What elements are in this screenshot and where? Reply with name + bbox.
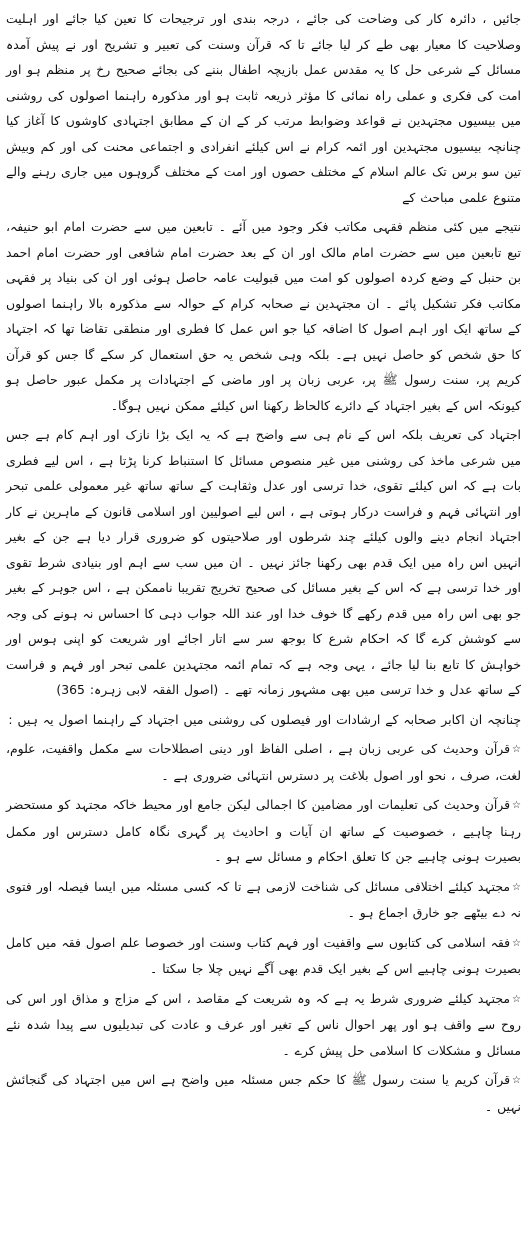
star-bullet-icon: ☆ <box>512 937 521 949</box>
principle-item <box>6 1067 521 1119</box>
principle-item <box>6 930 521 982</box>
paragraph-text: اجتہاد کی تعریف بلکہ اس کے نام ہی سے واضح ہے کہ یہ ایک بڑا نازک اور اہم کام ہے جس میں شرعی ماخذ کی روشنی میں غیر منصوص مسائل کا استنباط کرنا پڑتا ہے ، اس لیے فطری بات ہے کہ اس کیلئے تقوی، خدا ترسی اور عدل وثقاہت کے ساتھ ساتھ غیر معمولی علمی تبحر اور انتہائی فہم و فراست درکار ہوتی ہے ، اس لیے اصولیین اور اسلامی قانون کے ماہرین نے کار اجتہاد انجام دینے والوں کیلئے چند شرطوں اور صلاحیتوں کو ضروری قرار دیا ہے جن کے بغیر انہیں اس راہ میں ایک قدم بھی رکھنا جائز نہیں ۔ ان میں سب سے اہم اور بنیادی شرط تقوی اور خدا ترسی ہے کہ اس کے بغیر مسائل کی صحیح تخریج تقریبا ناممکن ہے ، اس جوہر کے بغیر جو بھی اس راہ میں قدم رکھے گا خوف خدا اور عند اللہ جواب دہی کا احساس نہ ہونے کی وجہ سے کوشش کرے گا کہ احکام شرع کا بوجھ سر سے اتار اجائے اور شریعت کو اپنی ہوس اور خواہش کا تابع بنا لیا جائے ، یہی وجہ ہے کہ تمام ائمہ مجتہدین علمی تبحر اور فہم و فراست کے ساتھ عدل و خدا ترسی میں بھی مشہور زمانہ تھے ۔ (اصول الفقہ لابی زہرہ: 365) <box>6 427 521 697</box>
star-bullet-icon: ☆ <box>512 1075 521 1086</box>
principle-item <box>6 874 521 926</box>
star-bullet-icon: ☆ <box>512 800 521 811</box>
paragraph-text: نتیجے میں کئی منظم فقہی مکاتب فکر وجود میں آئے ۔ تابعین میں سے حضرت امام ابو حنیفہ، تبع تابعین میں سے حضرت امام مالک اور ان کے بعد حضرت امام شافعی اور حضرت امام احمد بن حنبل کے وضع کردہ اصولوں کو امت میں قبولیت عامہ حاصل ہوئی اور ان کی بنیاد پر فقہی مکاتب فکر تشکیل پائے ۔ ان مجتہدین نے صحابہ کرام کے حوالہ سے مذکورہ بالا راہنما اصولوں کے ساتھ ایک اور اہم اصول کا اضافہ کیا جو اس عمل کا فطری اور منطقی تقاضا تھا کہ اجتہاد کا حق شخص کو حاصل نہیں ہے۔ بلکہ وہی شخص یہ حق استعمال کر سکے گا جس کو قرآن کریم پر، سنت رسول ﷺ پر، عربی زبان پر اور ماضی کے اجتہادات پر مکمل عبور حاصل ہو کیونکہ اس کے بغیر اجتہاد کے دائرے کالحاظ رکھنا اس کیلئے ممکن نہیں ہوگا۔ <box>6 219 521 413</box>
paragraph-principles-intro <box>6 707 521 733</box>
principle-item <box>6 792 521 870</box>
principle-text: قرآن کریم یا سنت رسول ﷺ کا حکم جس مسئلہ میں واضح ہے اس میں اجتہاد کی گنجائش نہیں ۔ <box>6 1072 521 1114</box>
star-bullet-icon: ☆ <box>512 881 521 893</box>
paragraph-text: چنانچہ ان اکابر صحابہ کے ارشادات اور فیصلوں کی روشنی میں اجتہاد کے راہنما اصول یہ ہیں : <box>8 711 521 727</box>
principle-text: قرآن وحدیث کی عربی زبان ہے ، اصلی الفاظ اور دینی اصطلاحات سے مکمل واقفیت، علوم، لغت، صرف ، نحو اور اصول بلاغت پر دسترس انتہائی ضروری ہے ۔ <box>6 741 521 783</box>
principle-text: مجتہد کیلئے اختلافی مسائل کی شناخت لازمی ہے تا کہ کسی مسئلہ میں ایسا فیصلہ اور فتوی نہ دے بیٹھے جو خارق اجماع ہو ۔ <box>6 878 521 920</box>
paragraph-schools-of-thought <box>6 214 521 418</box>
paragraph-intro-continuation <box>6 6 521 210</box>
paragraph-text: جائیں ، دائرہ کار کی وضاحت کی جائے ، درجہ بندی اور ترجیحات کا تعین کیا جائے اور اہلیت وصلاحیت کا معیار بھی طے کر لیا جائے تا کہ قرآن وسنت کی تعبیر و تشریح اور نے پیش آمدہ مسائل کے شرعی حل کا یہ مقدس عمل بازیچہ اطفال بننے کی بجائے صحیح رخ پر منظم ہو اور امت کی فکری و عملی راہ نمائی کا مؤثر ذریعہ ثابت ہو اور مذکورہ راہنما اصولوں کی روشنی میں بیسیوں مجتہدین نے قواعد وضوابط مرتب کر کے ان کے مطابق اجتہادی کاوشوں کا آغاز کیا چنانچہ بیسیوں مجتہدین اور ائمہ کرام نے اس کیلئے انفرادی و اجتماعی محنت کی اور کم وبیش تین سو برس تک عالم اسلام کے مختلف حصوں اور امت کے مختلف گروہوں میں جاری رہنے والے متنوع علمی مباحث کے <box>6 11 521 205</box>
principle-text: فقہ اسلامی کی کتابوں سے واقفیت اور فہم کتاب وسنت اور خصوصا علم اصول فقہ میں کامل بصیرت ہونی چاہیے اس کے بغیر ایک قدم بھی آگے نہیں چلا جا سکتا ۔ <box>6 934 521 976</box>
star-bullet-icon: ☆ <box>512 993 521 1005</box>
star-bullet-icon: ☆ <box>512 744 521 755</box>
principle-text: مجتہد کیلئے ضروری شرط یہ ہے کہ وہ شریعت کے مقاصد ، اس کے مزاج و مذاق اور اس کی روح سے واقف ہو اور پھر احوال ناس کے تغیر اور عرف و عادت کی تبدیلیوں سے پیدا شدہ نئے مسائل و مشکلات کا اسلامی حل پیش کرے ۔ <box>6 990 521 1058</box>
principle-item <box>6 986 521 1064</box>
principle-item <box>6 736 521 788</box>
principle-text: قرآن وحدیث کی تعلیمات اور مضامین کا اجمالی لیکن جامع اور محیط خاکہ مجتہد کو مستحضر رہنا چاہیے ، خصوصیت کے ساتھ ان آیات و احادیث پر گہری نگاہ کامل دسترس اور مکمل بصیرت ہونی چاہیے جن کا تعلق احکام و مسائل سے ہو ۔ <box>6 797 521 864</box>
paragraph-definition-of-ijtihad <box>6 422 521 703</box>
